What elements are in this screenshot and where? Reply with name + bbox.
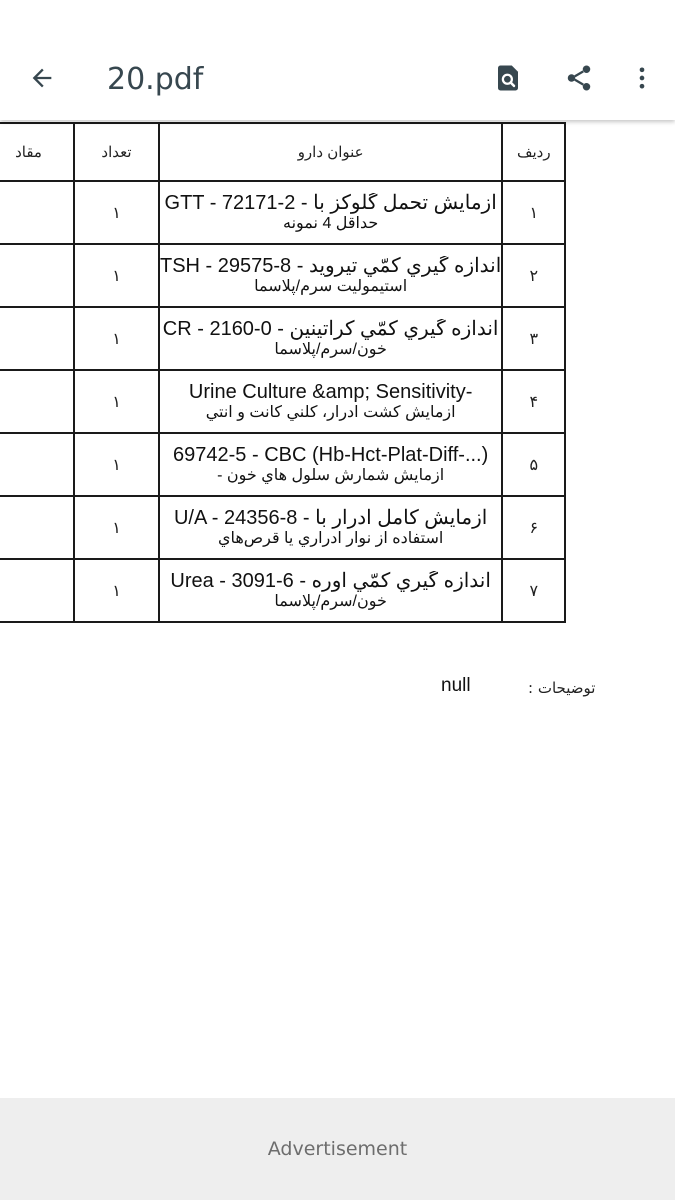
table-row xyxy=(0,370,565,433)
quantity-cell: ١ xyxy=(74,433,159,496)
drug-title-line2: آزمايش كشت ادرار، كلني كانت و آنتي xyxy=(205,404,456,421)
search-in-document-button[interactable] xyxy=(488,58,528,98)
search-in-document-icon xyxy=(493,63,523,93)
row-number-cell: ٣ xyxy=(502,307,565,370)
document-title: 20.pdf xyxy=(107,62,204,97)
drug-title-line2: حداقل 4 نمونه xyxy=(282,215,379,232)
quantity-cell: ١ xyxy=(74,370,159,433)
more-options-button[interactable] xyxy=(622,58,662,98)
row-number-cell: ٧ xyxy=(502,559,565,622)
dose-cell xyxy=(0,370,74,433)
drug-title-line2: خون/سرم/پلاسما xyxy=(274,341,387,358)
more-vert-icon xyxy=(628,64,656,92)
quantity-cell: ١ xyxy=(74,496,159,559)
row-number-cell: ۴ xyxy=(502,370,565,433)
header-drug-title: عنوان دارو xyxy=(159,123,502,181)
drug-title-line1: اندازه گيري كمّي تيرويد - TSH - 29575-8 xyxy=(160,255,502,277)
drug-title-cell xyxy=(159,307,502,370)
table-header-row xyxy=(0,123,565,181)
dose-cell xyxy=(0,433,74,496)
table-row xyxy=(0,559,565,622)
drug-title-line1: اندازه گيري كمّي اوره - Urea - 3091-6 xyxy=(170,570,491,592)
share-button[interactable] xyxy=(559,58,599,98)
drug-title-line2: استيموليت سرم/پلاسما xyxy=(254,278,408,295)
dose-cell xyxy=(0,559,74,622)
share-icon xyxy=(564,63,594,93)
drug-title-cell xyxy=(159,370,502,433)
drug-title-cell xyxy=(159,244,502,307)
drug-title-line1: 69742-5 - CBC (Hb-Hct-Plat-Diff-...) xyxy=(173,444,489,466)
table-row xyxy=(0,244,565,307)
table-row xyxy=(0,496,565,559)
drug-title-line1: اندازه گيري كمّي كراتينين - CR - 2160-0 xyxy=(162,318,499,340)
quantity-cell: ١ xyxy=(74,244,159,307)
drug-title-line1: آزمايش كامل ادرار با - U/A - 24356-8 xyxy=(173,507,488,529)
dose-cell xyxy=(0,496,74,559)
row-number-cell: ۶ xyxy=(502,496,565,559)
quantity-cell: ١ xyxy=(74,559,159,622)
table-row xyxy=(0,307,565,370)
row-number-cell: ٢ xyxy=(502,244,565,307)
prescription-table xyxy=(0,122,566,623)
notes-section xyxy=(0,675,675,705)
drug-title-line2: خون/سرم/پلاسما xyxy=(274,593,387,610)
notes-value: null xyxy=(441,675,471,696)
dose-cell xyxy=(0,181,74,244)
dose-cell xyxy=(0,307,74,370)
drug-title-line2: استفاده از نوار ادراري يا قرص‌هاي xyxy=(217,530,444,547)
header-row: رديف xyxy=(502,123,565,181)
row-number-cell: ١ xyxy=(502,181,565,244)
header-dose: مقاد xyxy=(0,123,74,181)
table-row xyxy=(0,433,565,496)
table-row xyxy=(0,181,565,244)
notes-label: توضيحات : xyxy=(528,679,596,697)
back-button[interactable] xyxy=(22,58,62,98)
arrow-left-icon xyxy=(28,64,56,92)
app-bar xyxy=(0,0,675,120)
drug-title-cell xyxy=(159,496,502,559)
quantity-cell: ١ xyxy=(74,181,159,244)
drug-title-line1: آزمايش تحمل گلوكز با - GTT - 72171-2 xyxy=(164,192,497,214)
drug-title-line1: Urine Culture &amp; Sensitivity- xyxy=(188,381,473,403)
advertisement-banner[interactable] xyxy=(0,1098,675,1200)
drug-title-line2: آزمايش شمارش سلول هاي خون - xyxy=(217,467,445,484)
advertisement-label: Advertisement xyxy=(267,1138,408,1160)
drug-title-cell xyxy=(159,181,502,244)
row-number-cell: ۵ xyxy=(502,433,565,496)
pdf-page[interactable] xyxy=(0,120,675,1098)
drug-title-cell xyxy=(159,433,502,496)
quantity-cell: ١ xyxy=(74,307,159,370)
dose-cell xyxy=(0,244,74,307)
header-quantity: تعداد xyxy=(74,123,159,181)
drug-title-cell xyxy=(159,559,502,622)
